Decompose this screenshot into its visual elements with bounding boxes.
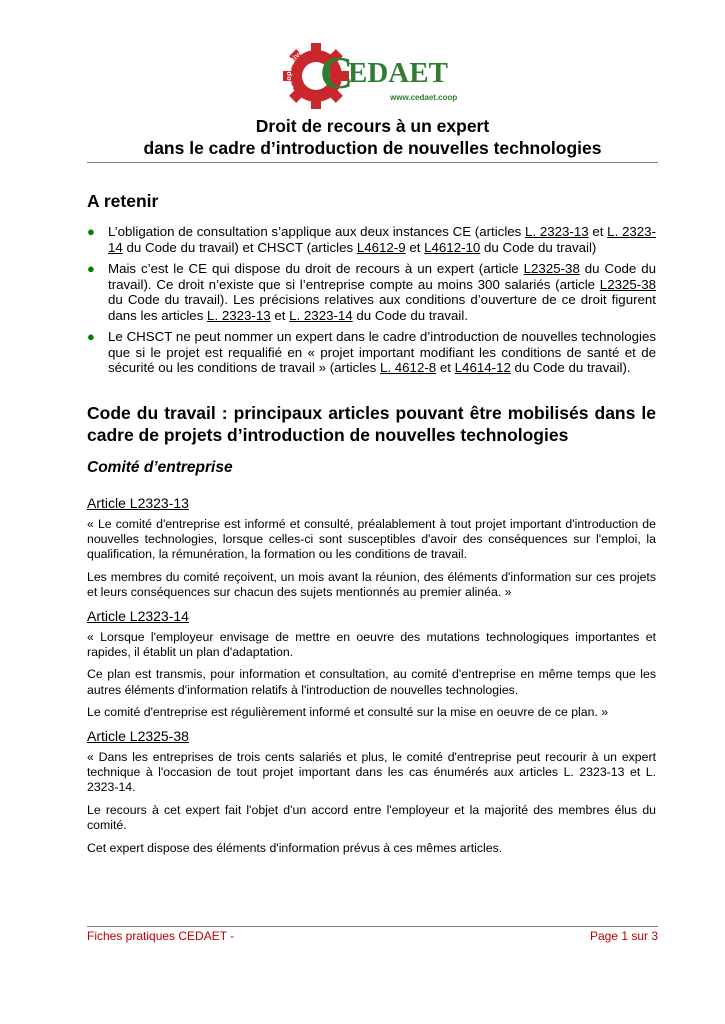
bullet-icon: ● bbox=[87, 261, 95, 276]
paragraph: Ce plan est transmis, pour information et consultation, au comité d'entreprise en même temps que les autres éléments d'information relatifs à l'introduction de nouvelles technologies. bbox=[87, 667, 656, 697]
retenir-list bbox=[87, 224, 656, 376]
logo-wordmark: EDAET bbox=[348, 57, 448, 89]
paragraph: Le comité d'entreprise est régulièrement informé et consulté sur la mise en oeuvre de ce plan. » bbox=[87, 705, 609, 720]
subsection-heading: Comité d’entreprise bbox=[87, 458, 233, 476]
paragraph: « Dans les entreprises de trois cents salariés et plus, le comité d'entreprise peut recourir à un expert technique à l'occasion de tout projet important dans les cas énumérés aux articles L. 2323-13 et L. 2323-14. bbox=[87, 749, 656, 795]
article-link[interactable]: L. 4612-8 bbox=[379, 360, 437, 375]
article-link[interactable]: L4612-9 bbox=[356, 239, 406, 255]
article-link[interactable]: L4612-10 bbox=[424, 239, 481, 255]
article-link[interactable]: L2325-38 bbox=[599, 276, 656, 292]
logo-letter-c: C bbox=[320, 47, 354, 98]
article-title[interactable]: Article L2323-13 bbox=[87, 494, 189, 511]
section-heading-code: Code du travail : principaux articles pouvant être mobilisés dans le cadre de projets d’introduction de nouvelles technologies bbox=[87, 402, 656, 445]
list-item: ● L’obligation de consultation s’applique aux deux instances CE (articles L. 2323-13 et L. 2323-14 du Code du travail) et CHSCT (articles L4612-9 et L4612-10 du Code du travail) bbox=[87, 224, 656, 255]
article-link[interactable]: L. 2323-13 bbox=[525, 224, 589, 239]
title-line-1: Droit de recours à un expert bbox=[255, 116, 490, 136]
paragraph: Les membres du comité reçoivent, un mois avant la réunion, des éléments d'information sur ces projets et leurs conséquences sur chacun des sujets mentionnés au premier alinéa. » bbox=[87, 569, 656, 600]
footer-left: Fiches pratiques CEDAET - bbox=[87, 929, 235, 943]
document-body bbox=[87, 190, 656, 863]
list-item: ● Le CHSCT ne peut nommer un expert dans le cadre d’introduction de nouvelles technologies que si le projet est requalifié en « projet important modifiant les conditions de santé et de sécurité ou les conditions de travail » (articles L. 4612-8 et L4614-12 du Code du travail). bbox=[87, 329, 656, 375]
paragraph: Cet expert dispose des éléments d'information prévus à ces mêmes articles. bbox=[87, 840, 503, 855]
title-line-2: dans le cadre d’introduction de nouvelles technologies bbox=[143, 138, 602, 158]
logo-arc-text: coopérative bbox=[285, 49, 305, 91]
bullet-icon: ● bbox=[87, 224, 95, 239]
article-link[interactable]: L2325-38 bbox=[523, 261, 580, 276]
list-item: ● Mais c’est le CE qui dispose du droit de recours à un expert (article L2325-38 du Code du travail). Ce droit n’existe que si l’entreprise compte au moins 300 salariés (article L2325-38 du Code du travail). Les précisions relatives aux conditions d’ouverture de ce droit figurent dans les articles L. 2323-13 et L. 2323-14 du Code du travail. bbox=[87, 261, 656, 323]
paragraph: « Lorsque l'employeur envisage de mettre en oeuvre des mutations technologiques importantes et rapides, il établit un plan d'adaptation. bbox=[87, 629, 656, 659]
article-title[interactable]: Article L2323-14 bbox=[87, 607, 189, 624]
document-title bbox=[87, 115, 658, 163]
article-link[interactable]: L. 2323-14 bbox=[289, 307, 353, 323]
gear-logo-icon bbox=[278, 38, 478, 114]
cedaet-logo bbox=[278, 38, 478, 114]
page-number: Page 1 sur 3 bbox=[589, 929, 658, 943]
paragraph: Le recours à cet expert fait l'objet d'un accord entre l'employeur et la majorité des membres élus du comité. bbox=[87, 802, 656, 833]
bullet-icon: ● bbox=[87, 329, 95, 344]
article-link[interactable]: L. 2323-14 bbox=[108, 224, 656, 255]
article-link[interactable]: L. 2323-13 bbox=[207, 307, 271, 323]
logo-url: www.cedaet.coop bbox=[390, 93, 458, 102]
paragraph: « Le comité d'entreprise est informé et consulté, préalablement à tout projet important d'introduction de nouvelles technologies, lorsque celles-ci sont susceptibles d'avoir des conséquences sur l'emploi, la qualification, la rémunération, la formation ou les conditions de travail. bbox=[87, 516, 656, 562]
page-footer bbox=[87, 926, 658, 943]
section-heading-retenir: A retenir bbox=[87, 191, 159, 211]
article-link[interactable]: L4614-12 bbox=[454, 360, 511, 375]
article-title[interactable]: Article L2325-38 bbox=[87, 727, 189, 744]
